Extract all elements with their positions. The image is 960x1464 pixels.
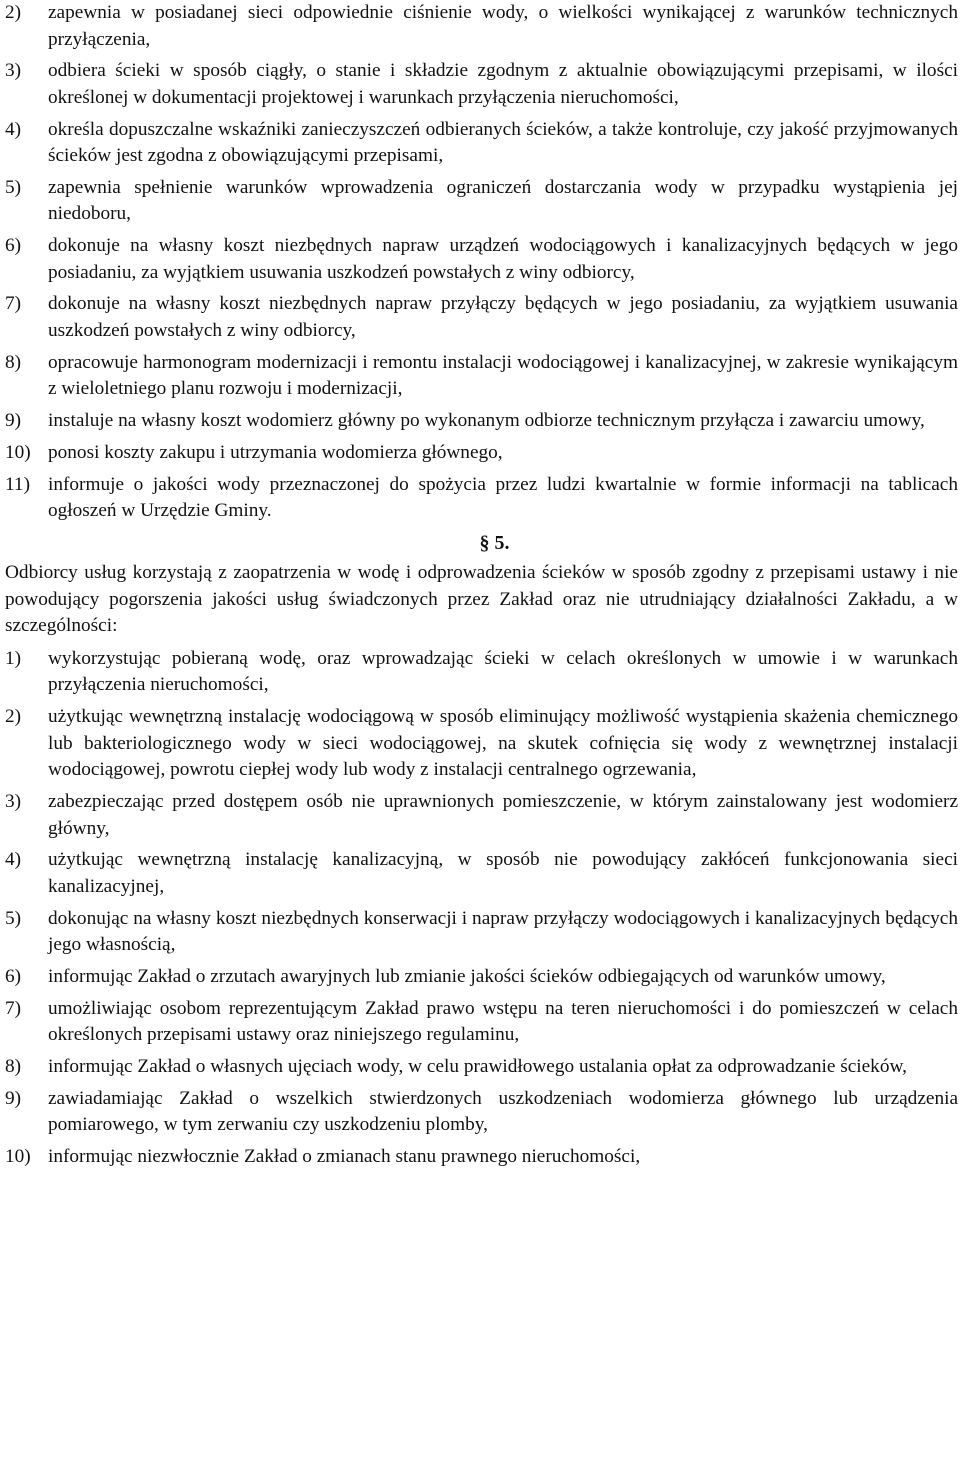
list-item	[5, 440, 958, 467]
list-item	[5, 847, 958, 900]
list-item-number: 10)	[5, 441, 31, 463]
list-item-number: 8)	[5, 351, 22, 373]
list-item-number: 5)	[5, 176, 22, 198]
list-item	[5, 964, 958, 991]
obligations-list	[5, 0, 958, 525]
list-item-text: określa dopuszczalne wskaźniki zanieczyszczeń odbieranych ścieków, a także kontroluje, czy jakość przyjmowanych ścieków jest zgodna z obowiązującymi przepisami,	[48, 118, 958, 167]
list-item-text: ponosi koszty zakupu i utrzymania wodomierza głównego,	[48, 441, 503, 463]
list-item-number: 9)	[5, 1087, 22, 1109]
list-item-text: użytkując wewnętrzną instalację kanalizacyjną, w sposób nie powodujący zakłóceń funkcjonowania sieci kanalizacyjnej,	[48, 849, 958, 897]
list-item	[5, 472, 958, 525]
list-item-text: informując niezwłocznie Zakład o zmianach stanu prawnego nieruchomości,	[48, 1146, 641, 1168]
list-item-number: 7)	[5, 997, 22, 1019]
list-item	[5, 906, 958, 959]
list-item	[5, 646, 958, 699]
section-heading: § 5.	[479, 531, 510, 554]
list-item-text: zabezpieczając przed dostępem osób nie uprawnionych pomieszczenie, w którym zainstalowany jest wodomierz główny,	[48, 791, 958, 839]
list-item-number: 9)	[5, 410, 22, 432]
section-intro-paragraph: Odbiorcy usług korzystają z zaopatrzenia w wodę i odprowadzenia ścieków w sposób zgodny z przepisami ustawy i nie powodujący pogorszenia jakości usług świadczonych przez Zakład oraz nie utrudniający działalności Zakładu, a w szczególności:	[5, 562, 958, 637]
list-item-number: 10)	[5, 1146, 31, 1168]
list-item	[5, 1086, 958, 1139]
list-item-text: instaluje na własny koszt wodomierz główny po wykonanym odbiorze technicznym przyłącza i zawarciu umowy,	[48, 410, 925, 432]
list-item-number: 4)	[5, 849, 22, 871]
list-item	[5, 996, 958, 1049]
list-item	[5, 789, 958, 842]
list-item-number: 2)	[5, 2, 22, 23]
list-item-number: 1)	[5, 647, 22, 669]
list-item-text: dokonując na własny koszt niezbędnych konserwacji i napraw przyłączy wodociągowych i kanalizacyjnych będących jego własnością,	[48, 907, 958, 956]
list-item-text: informując Zakład o własnych ujęciach wody, w celu prawidłowego ustalania opłat za odprowadzanie ścieków,	[48, 1056, 907, 1078]
list-item-text: dokonuje na własny koszt niezbędnych napraw przyłączy będących w jego posiadaniu, za wyjątkiem usuwania uszkodzeń powstałych z winy odbiorcy,	[48, 293, 958, 341]
list-item-text: informując Zakład o zrzutach awaryjnych lub zmianie jakości ścieków odbiegających od warunków umowy,	[48, 965, 886, 987]
list-item-text: wykorzystując pobieraną wodę, oraz wprowadzając ścieki w celach określonych w umowie i w warunkach przyłączenia nieruchomości,	[48, 647, 958, 696]
list-item-text: opracowuje harmonogram modernizacji i remontu instalacji wodociągowej i kanalizacyjnej, w zakresie wynikającym z wieloletniego planu rozwoju i modernizacji,	[48, 351, 958, 400]
list-item	[5, 704, 958, 784]
list-item	[5, 117, 958, 170]
list-item-number: 7)	[5, 293, 22, 315]
list-item-text: użytkując wewnętrzną instalację wodociągową w sposób eliminujący możliwość wystąpienia skażenia chemicznego lub bakteriologicznego wody w sieci wodociągowej, na skutek cofnięcia się wody z wewnętrznej instalacji wodociągowej, powrotu ciepłej wody lub wody z instalacji centralnego ogrzewania,	[48, 706, 958, 781]
list-item	[5, 175, 958, 228]
recipient-duties-list	[5, 646, 958, 1171]
list-item	[5, 1054, 958, 1081]
list-item-number: 3)	[5, 60, 22, 82]
list-item-number: 3)	[5, 791, 22, 813]
list-item	[5, 58, 958, 111]
list-item-text: zapewnia w posiadanej sieci odpowiednie ciśnienie wody, o wielkości wynikającej z warunków technicznych przyłączenia,	[48, 2, 958, 50]
list-item-number: 11)	[5, 473, 30, 495]
list-item	[5, 408, 958, 435]
list-item-number: 6)	[5, 235, 22, 257]
list-item-text: zapewnia spełnienie warunków wprowadzenia ograniczeń dostarczania wody w przypadku wystąpienia jej niedoboru,	[48, 176, 958, 225]
list-item	[5, 233, 958, 286]
list-item	[5, 350, 958, 403]
list-item-text: odbiera ścieki w sposób ciągły, o stanie i składzie zgodnym z aktualnie obowiązującymi przepisami, w ilości określonej w dokumentacji projektowej i warunkach przyłączenia nieruchomości,	[48, 60, 958, 108]
list-item-number: 4)	[5, 118, 22, 140]
list-item-text: informuje o jakości wody przeznaczonej do spożycia przez ludzi kwartalnie w formie informacji na tablicach ogłoszeń w Urzędzie Gminy.	[48, 473, 958, 522]
list-item-text: dokonuje na własny koszt niezbędnych napraw urządzeń wodociągowych i kanalizacyjnych będących w jego posiadaniu, za wyjątkiem usuwania uszkodzeń powstałych z winy odbiorcy,	[48, 235, 958, 283]
list-item-number: 5)	[5, 907, 22, 929]
list-item-text: zawiadamiając Zakład o wszelkich stwierdzonych uszkodzeniach wodomierza głównego lub urządzenia pomiarowego, w tym zerwaniu czy uszkodzeniu plomby,	[48, 1087, 958, 1136]
list-item-number: 6)	[5, 965, 22, 987]
list-item	[5, 0, 958, 53]
list-item	[5, 291, 958, 344]
list-item-number: 2)	[5, 706, 22, 728]
list-item-number: 8)	[5, 1056, 22, 1078]
list-item-text: umożliwiając osobom reprezentującym Zakład prawo wstępu na teren nieruchomości i do pomieszczeń w celach określonych przepisami ustawy oraz niniejszego regulaminu,	[48, 997, 958, 1046]
list-item	[5, 1144, 958, 1171]
